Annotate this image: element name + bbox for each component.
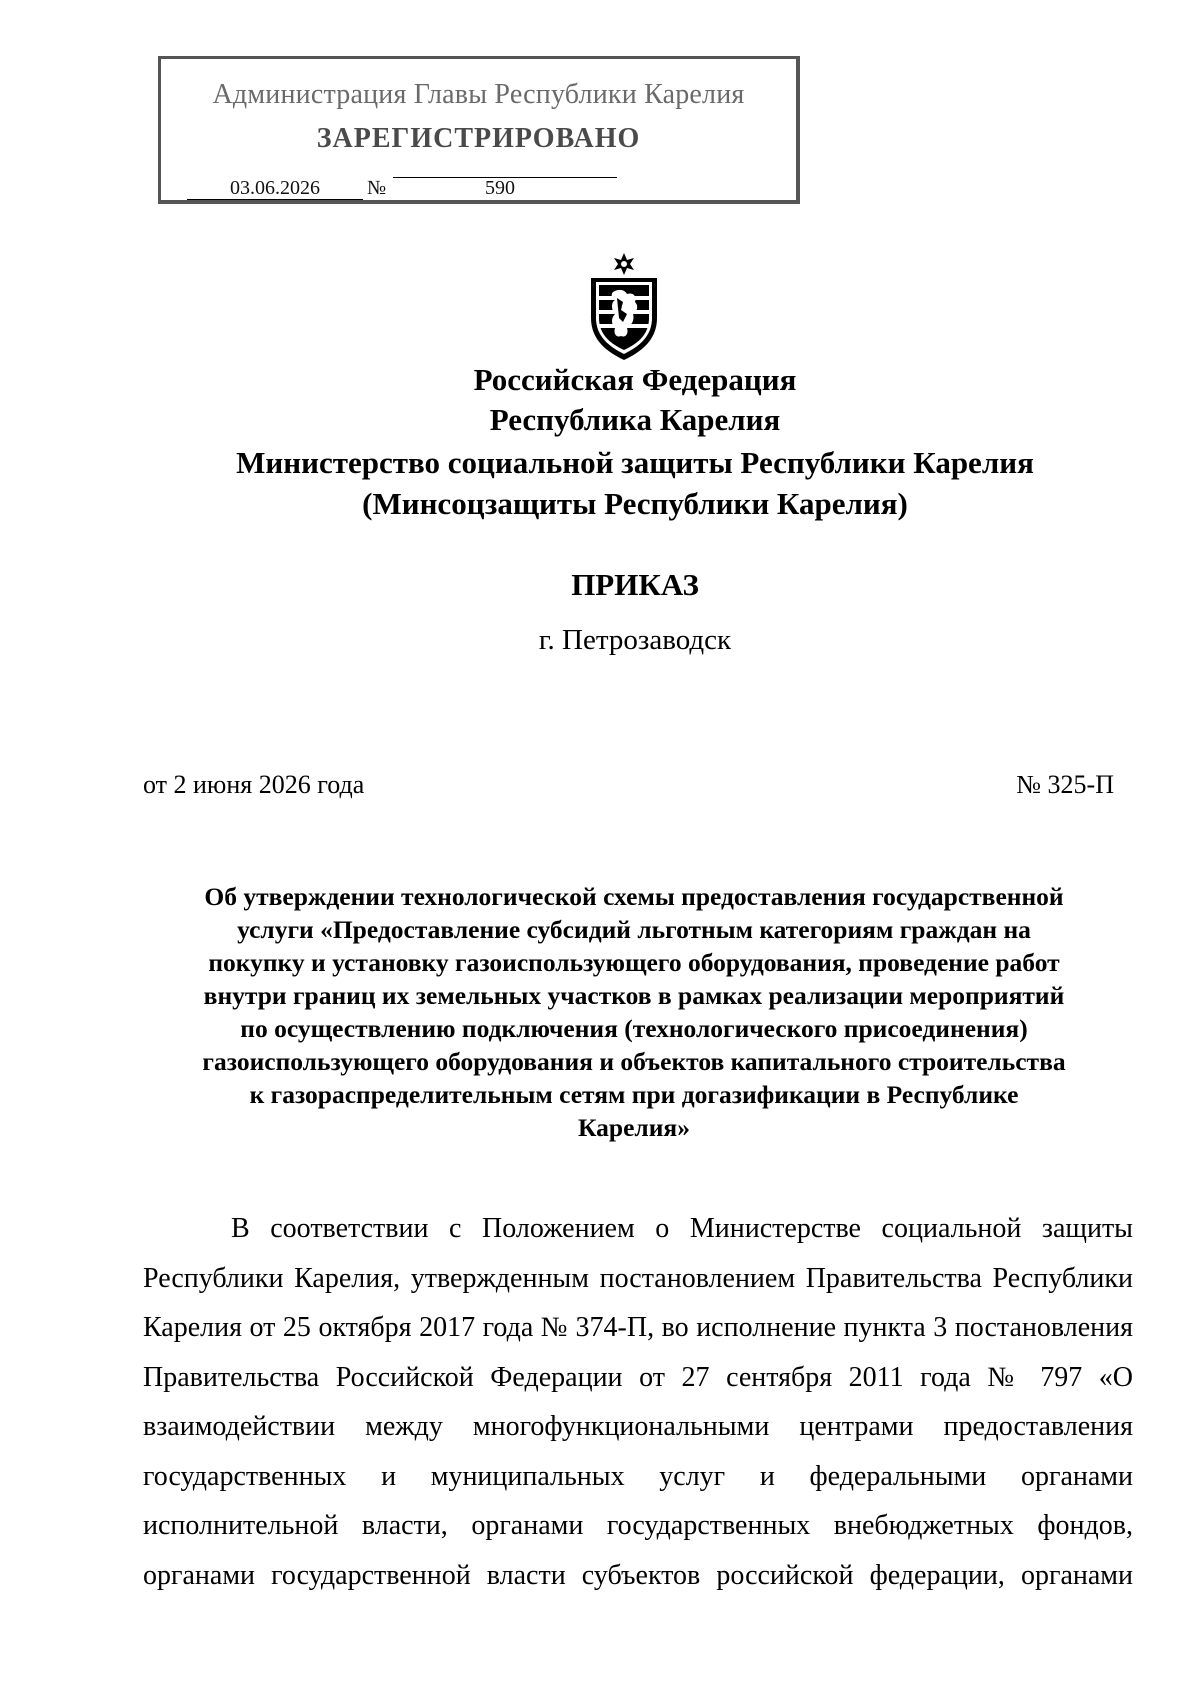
- document-type: ПРИКАЗ: [571, 567, 699, 602]
- document-number: № 325-П: [1016, 770, 1114, 799]
- stamp-registered-label: ЗАРЕГИСТРИРОВАНО: [316, 123, 641, 154]
- stamp-authority: Администрация Главы Республики Карелия: [212, 79, 745, 110]
- subject-line: Об утверждении технологической схемы предоставления государственной: [204, 882, 1064, 911]
- body-line: Правительства Российской Федерации от 27 сентября 2011 года № 797 «О: [143, 1361, 1133, 1393]
- document-date: от 2 июня 2026 года: [143, 770, 365, 799]
- body-line: государственных и муниципальных услуг и федеральными органами: [143, 1460, 1133, 1492]
- header-ministry: Министерство социальной защиты Республики Карелия: [236, 445, 1034, 480]
- stamp-date: 03.06.2026: [187, 177, 363, 200]
- body-line: органами государственной власти субъектов российской федерации, органами: [143, 1559, 1133, 1591]
- registration-stamp: [158, 56, 800, 204]
- subject-line: по осуществлению подключения (технологического присоединения): [240, 1014, 1028, 1043]
- subject-line: Карелия»: [578, 1113, 690, 1142]
- body-line: исполнительной власти, органами государственных внебюджетных фондов,: [143, 1510, 1133, 1541]
- body-line: В соответствии с Положением о Министерстве социальной защиты: [231, 1213, 1133, 1244]
- header-ministry-short: (Минсоцзащиты Республики Карелия): [362, 486, 908, 521]
- body-line: Республики Карелия, утвержденным постановлением Правительства Республики: [143, 1262, 1133, 1294]
- subject-line: услуги «Предоставление субсидий льготным категориям граждан на: [237, 915, 1031, 944]
- coat-of-arms-icon: [583, 252, 665, 364]
- stamp-number-sign: №: [367, 177, 387, 199]
- stamp-number-field: [393, 177, 617, 199]
- header-region: Республика Карелия: [489, 402, 781, 437]
- document-body: [143, 1204, 1133, 1600]
- subject-line: газоиспользующего оборудования и объектов капитального строительства: [202, 1047, 1066, 1076]
- subject-line: внутри границ их земельных участков в рамках реализации мероприятий: [203, 981, 1065, 1010]
- subject-line: покупку и установку газоиспользующего оборудования, проведение работ: [208, 948, 1060, 977]
- body-line: взаимодействии между многофункциональными центрами предоставления: [143, 1411, 1133, 1442]
- document-subject: [140, 880, 1128, 1144]
- stamp-number: 590: [485, 177, 515, 199]
- body-line: Карелия от 25 октября 2017 года № 374-П, во исполнение пункта 3 постановления: [143, 1312, 1133, 1343]
- document-city: г. Петрозаводск: [538, 624, 732, 656]
- subject-line: к газораспределительным сетям при догазификации в Республике: [249, 1080, 1019, 1109]
- header-country: Российская Федерация: [473, 362, 797, 397]
